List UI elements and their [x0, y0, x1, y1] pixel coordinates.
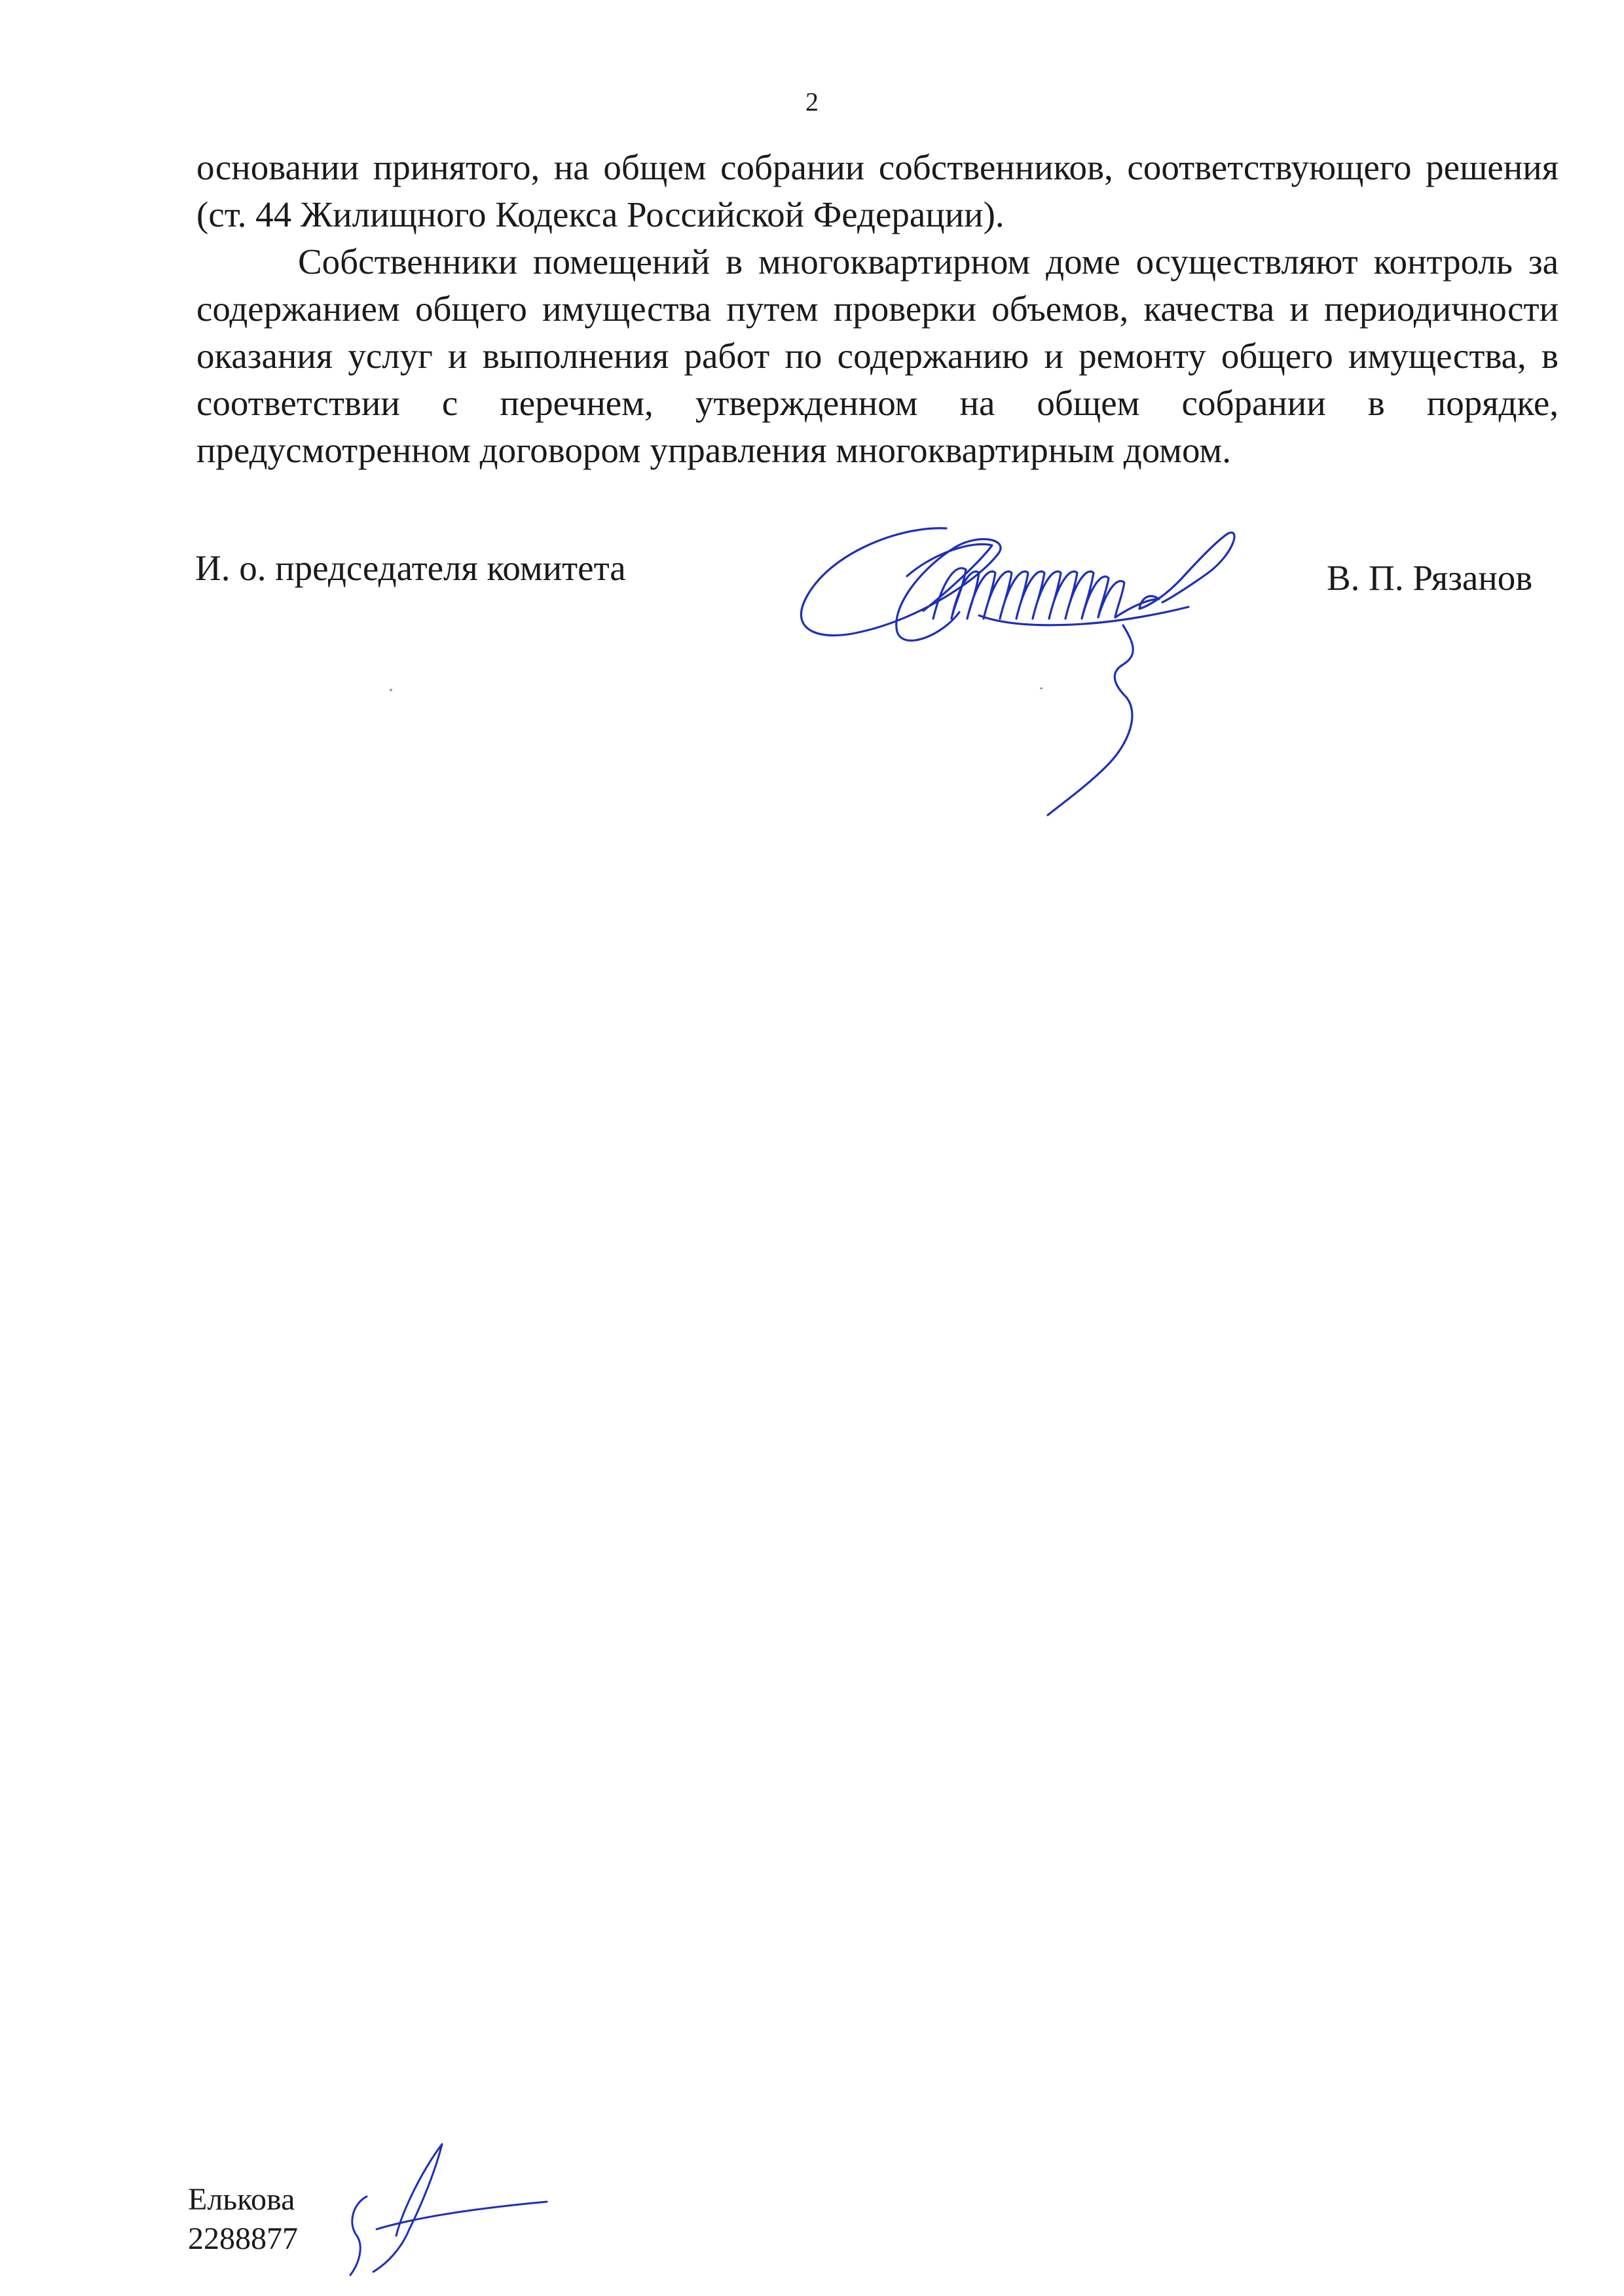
paragraph-1: основании принятого, на общем собрании собственников, соответствующего решения (ст. 44 Жилищного Кодекса Российской Федерации). [196, 147, 1559, 234]
handwritten-signature [783, 501, 1267, 828]
executor-name: Елькова [188, 2182, 295, 2217]
executor-info [188, 2180, 298, 2259]
executor-phone: 2288877 [188, 2221, 298, 2256]
page-number: 2 [805, 87, 819, 117]
letter-body [196, 144, 1559, 474]
signatory-name: В. П. Рязанов [1327, 558, 1533, 598]
scan-speck [390, 689, 392, 691]
signatory-position: И. о. председателя комитета [195, 548, 626, 588]
paragraph-2: Собственники помещений в многоквартирном доме осуществляют контроль за содержанием общего имущества путем проверки объемов, качества и периодичности оказания услуг и выполнения работ по содержанию и ремонту общего имущества, в соответствии с перечнем, утвержденном на общем собрании в порядке, предусмотренном договором управления многоквартирным домом. [196, 242, 1559, 470]
scan-speck [1040, 687, 1043, 689]
handwritten-initials [331, 2131, 553, 2285]
